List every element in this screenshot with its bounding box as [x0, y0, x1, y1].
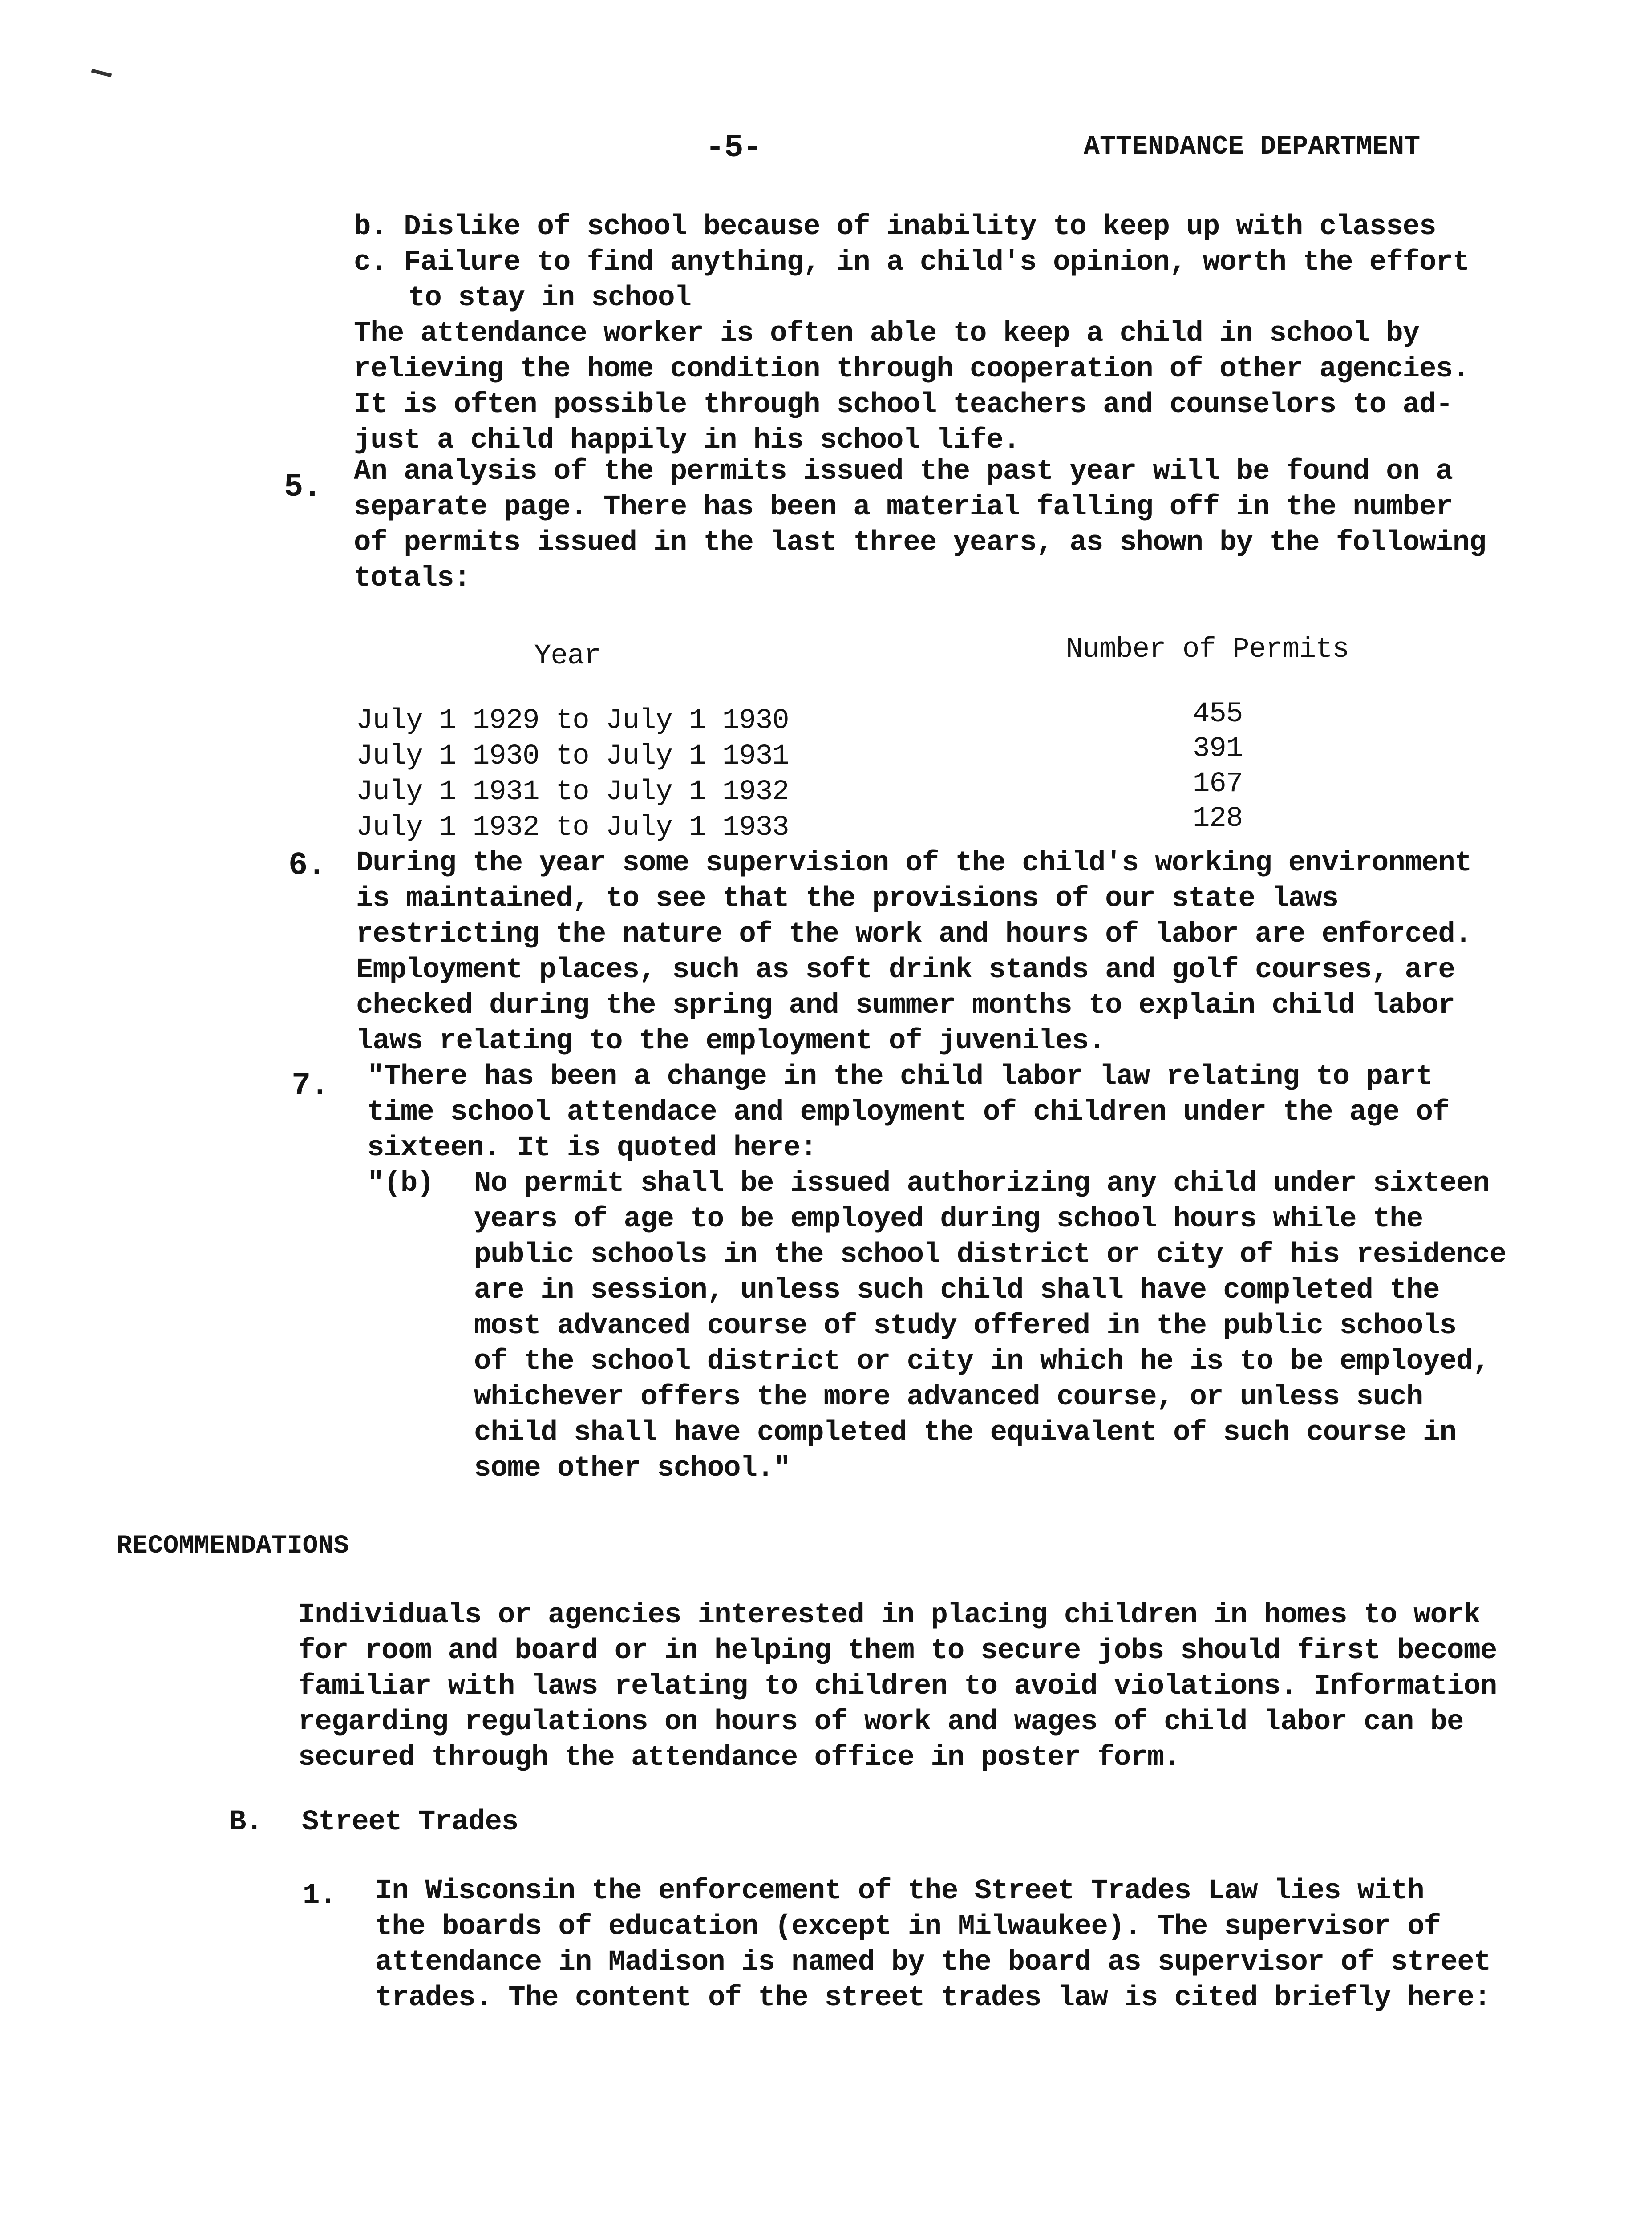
item-6-line: During the year some supervision of the child's working environment [356, 847, 1472, 879]
table-header-year: Year [534, 640, 601, 672]
table-row-count: 455 [1193, 698, 1243, 730]
stray-mark [91, 69, 112, 77]
item-5-text [354, 454, 1486, 596]
street-item-1-number: 1. [303, 1880, 336, 1912]
law-quote [474, 1166, 1506, 1486]
section-b-label: B. [229, 1806, 263, 1838]
item-7-line: "There has been a change in the child labor law relating to part [367, 1061, 1433, 1093]
paragraph-line: relieving the home condition through cooperation of other agencies. [354, 353, 1470, 385]
table-row-count: 128 [1193, 803, 1243, 835]
department-heading: ATTENDANCE DEPARTMENT [1084, 132, 1421, 162]
recommendations-line: regarding regulations on hours of work and wages of child labor can be [298, 1706, 1464, 1738]
section-b-title: Street Trades [302, 1806, 518, 1838]
table-row-count: 167 [1193, 768, 1243, 800]
table-row-period: July 1 1931 to July 1 1932 [356, 776, 789, 808]
item-c-line-2: to stay in school [408, 282, 691, 314]
item-6-number: 6. [288, 847, 326, 884]
street-item-line: the boards of education (except in Milwaukee). The supervisor of [375, 1911, 1441, 1943]
recommendations-line: for room and board or in helping them to secure jobs should first become [298, 1635, 1497, 1667]
quote-line: years of age to be employed during school hours while the [474, 1203, 1423, 1235]
recommendations-line: familiar with laws relating to children to avoid violations. Information [298, 1671, 1497, 1703]
table-header-permits: Number of Permits [1066, 634, 1349, 666]
street-item-line: trades. The content of the street trades law is cited briefly here: [375, 1982, 1491, 2014]
street-item-line: attendance in Madison is named by the board as supervisor of street [375, 1946, 1491, 1978]
recommendations-line: Individuals or agencies interested in placing children in homes to work [298, 1599, 1480, 1631]
recommendations-heading: RECOMMENDATIONS [117, 1532, 349, 1561]
quote-label: "(b) [367, 1168, 434, 1200]
item-b-text: b. Dislike of school because of inability to keep up with classes [354, 211, 1436, 243]
item-5-line: of permits issued in the last three years, as shown by the following [354, 527, 1486, 559]
item-6-line: laws relating to the employment of juveniles. [356, 1025, 1105, 1057]
quote-line: child shall have completed the equivalent of such course in [474, 1417, 1456, 1449]
street-item-line: In Wisconsin the enforcement of the Street Trades Law lies with [375, 1875, 1424, 1907]
recommendations-text [298, 1598, 1497, 1776]
paragraph-line: It is often possible through school teachers and counselors to ad- [354, 389, 1453, 421]
table-row-period: July 1 1929 to July 1 1930 [356, 705, 789, 737]
quote-line: some other school." [474, 1452, 790, 1485]
item-5-line: totals: [354, 562, 470, 595]
page-number: -5- [705, 129, 762, 166]
recommendations-line: secured through the attendance office in poster form. [298, 1742, 1181, 1774]
item-5-line: An analysis of the permits issued the past year will be found on a [354, 456, 1453, 488]
item-7-line: sixteen. It is quoted here: [367, 1132, 817, 1164]
item-7-text [367, 1059, 1449, 1166]
quote-line: of the school district or city in which he is to be employed, [474, 1346, 1490, 1378]
quote-line: public schools in the school district or city of his residence [474, 1239, 1506, 1271]
item-7-number: 7. [292, 1068, 329, 1104]
item-c [354, 245, 1469, 316]
item-5-number: 5. [284, 469, 322, 506]
table-row-period: July 1 1930 to July 1 1931 [356, 740, 789, 773]
paragraph-line: just a child happily in his school life. [354, 425, 1020, 457]
item-6-line: checked during the spring and summer months to explain child labor [356, 990, 1455, 1022]
item-6-line: is maintained, to see that the provisions of our state laws [356, 883, 1338, 915]
quote-line: most advanced course of study offered in the public schools [474, 1310, 1456, 1342]
item-c-line-1: c. Failure to find anything, in a child's opinion, worth the effort [354, 247, 1470, 279]
item-6-line: restricting the nature of the work and hours of labor are enforced. [356, 918, 1472, 951]
street-item-1-text [375, 1873, 1490, 2016]
table-row-period: July 1 1932 to July 1 1933 [356, 812, 789, 844]
attendance-worker-paragraph [354, 316, 1469, 458]
table-row-count: 391 [1193, 733, 1243, 765]
paragraph-line: The attendance worker is often able to keep a child in school by [354, 318, 1419, 350]
item-6-text [356, 846, 1471, 1059]
quote-line: are in session, unless such child shall have completed the [474, 1274, 1440, 1307]
item-7-line: time school attendace and employment of children under the age of [367, 1096, 1450, 1129]
item-6-line: Employment places, such as soft drink stands and golf courses, are [356, 954, 1455, 986]
quote-line: whichever offers the more advanced course, or unless such [474, 1381, 1423, 1413]
item-5-line: separate page. There has been a material falling off in the number [354, 491, 1453, 523]
quote-line: No permit shall be issued authorizing any child under sixteen [474, 1168, 1490, 1200]
